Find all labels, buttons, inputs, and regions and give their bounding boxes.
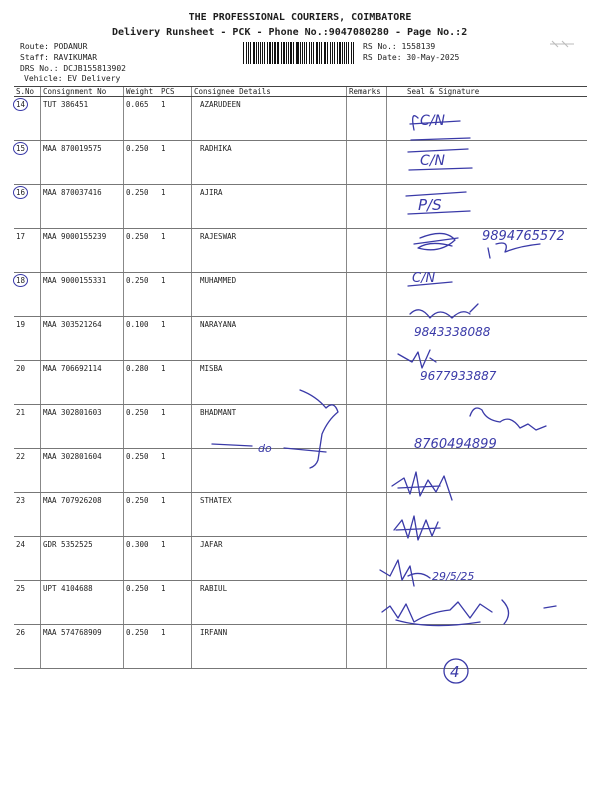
row-consignee-text: RADHIKA [200,144,232,153]
row-weight-text: 0.250 [126,408,149,417]
row-pcs-text: 1 [161,584,166,593]
signature-row-16 [406,192,470,214]
row-sno-text: 15 [13,142,28,155]
row-weight-text: 0.250 [126,584,149,593]
row20-phone-text: 9677933887 [420,369,497,383]
vehicle-label: Vehicle: EV Delivery [24,74,121,83]
row-sno-text: 25 [16,584,26,593]
runsheet-subtitle: Delivery Runsheet - PCK - Phone No.:9047080280 - Page No.:2 [112,27,468,38]
row-consignment-text: TUT 386451 [43,100,89,109]
row-weight-text: 0.250 [126,628,149,637]
signature-row-20 [398,350,497,383]
row-sno-text: 23 [16,496,26,505]
signature-row-25 [380,560,474,586]
row-sno-text: 26 [16,628,26,637]
col-weight: Weight [124,87,160,97]
row-consignee-text: MUHAMMED [200,276,237,285]
row-consignment-text: MAA 302801603 [43,408,102,417]
row-consignment-text: MAA 707926208 [43,496,102,505]
row-weight-text: 0.250 [126,232,149,241]
row16-ps-text: P/S [418,196,442,214]
row-pcs-text: 1 [161,144,166,153]
row-consignee-text: MISBA [200,364,223,373]
row-pcs-text: 1 [161,100,166,109]
row-consignee-text: STHATEX [200,496,232,505]
signature-row-26 [382,600,556,626]
row-sno-text: 21 [16,408,26,417]
row-weight-text: 0.300 [126,540,149,549]
row-consignee-text: RABIUL [200,584,228,593]
row-weight-text: 0.250 [126,276,149,285]
row-sno-text: 16 [13,186,28,199]
row15-cn-text: C/N [420,153,445,169]
col-remarks: Remarks [347,87,387,97]
row-consignment-text: GDR 5352525 [43,540,93,549]
row-consignee-text: NARAYANA [200,320,237,329]
company-name: THE PROFESSIONAL COURIERS, COIMBATORE [188,12,412,23]
signature-row-23 [392,472,452,500]
row19-phone-text: 9843338088 [414,325,491,339]
col-consignee: Consignee Details [192,87,347,97]
row-consignment-text: MAA 870019575 [43,144,102,153]
row-consignee-text: AJIRA [200,188,223,197]
row-weight-text: 0.250 [126,496,149,505]
row22-ditto-text: do [258,442,272,455]
row-weight-text: 0.100 [126,320,149,329]
row-sno-text: 20 [16,364,26,373]
row-consignment-text: MAA 870037416 [43,188,102,197]
row-sno-text: 14 [13,98,28,111]
row-pcs-text: 1 [161,452,166,461]
signature-row-22 [414,408,546,452]
row-weight-text: 0.250 [126,144,149,153]
row-weight-text: 0.280 [126,364,149,373]
row-pcs-text: 1 [161,364,166,373]
signature-row-18 [408,271,452,286]
row-sno-text: 17 [16,232,26,241]
route-label: Route: PODANUR [20,42,88,51]
row-consignee-text: JAFAR [200,540,223,549]
rs-date: RS Date: 30-May-2025 [363,53,460,62]
signature-row-19 [410,304,491,339]
col-pcs: PCS [159,87,192,97]
row-consignee-text: RAJESWAR [200,232,237,241]
signature-row-24 [394,516,440,540]
handwritten-page-number [444,659,468,683]
row-consignee-text: IRFANN [200,628,228,637]
row-pcs-text: 1 [161,188,166,197]
row18-cn-text: C/N [412,271,436,286]
rs-number: RS No.: 1558139 [363,42,436,51]
row22-phone-text: 8760494899 [414,437,497,452]
row-pcs-text: 1 [161,408,166,417]
drs-label: DRS No.: DCJB155813902 [20,64,126,73]
row-consignment-text: UPT 4104688 [43,584,93,593]
row-consignment-text: MAA 9000155331 [43,276,107,285]
row-consignee-text: AZARUDEEN [200,100,241,109]
row-pcs-text: 1 [161,232,166,241]
col-sno: S.No [14,87,41,97]
row14-cn-text: C/N [420,113,445,129]
row-consignment-text: MAA 302801604 [43,452,102,461]
col-signature: Seal & Signature [387,87,588,97]
signature-row-15 [408,149,472,170]
row-weight-text: 0.250 [126,188,149,197]
row-pcs-text: 1 [161,628,166,637]
row-consignment-text: MAA 9000155239 [43,232,107,241]
row-weight-text: 0.065 [126,100,149,109]
row-consignment-text: MAA 706692114 [43,364,102,373]
row-sno-text: 19 [16,320,26,329]
row-sno-text: 22 [16,452,26,461]
col-consignment: Consignment No [41,87,124,97]
row-pcs-text: 1 [161,320,166,329]
row-consignee-text: BHADMANT [200,408,237,417]
row-weight-text: 0.250 [126,452,149,461]
row-pcs-text: 1 [161,276,166,285]
signature-row-14 [410,113,470,140]
staff-label: Staff: RAVIKUMAR [20,53,98,62]
row25-date-text: 29/5/25 [432,570,475,583]
row-sno-text: 18 [13,274,28,287]
ditto-bracket-21-22 [212,390,338,468]
signature-row-17 [414,229,565,258]
row-sno-text: 24 [16,540,26,549]
page-number-text: 4 [450,663,460,681]
row-consignment-text: MAA 303521264 [43,320,102,329]
row17-phone-text: 9894765572 [482,229,565,244]
row-pcs-text: 1 [161,496,166,505]
row-consignment-text: MAA 574768909 [43,628,102,637]
row-pcs-text: 1 [161,540,166,549]
